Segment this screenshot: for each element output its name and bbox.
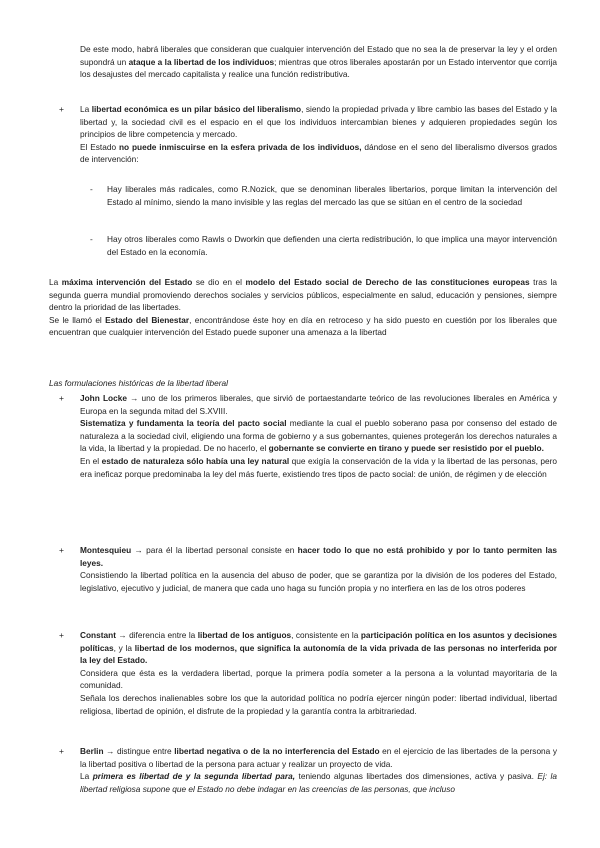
welfare-state-paragraph [49,276,557,339]
intro-paragraph [80,43,557,81]
economic-freedom-paragraph [80,103,557,166]
montesquieu-item [80,544,557,594]
constant-item [80,629,557,717]
constant-rights: Señala los derechos inalienables sobre los que la autoridad política no podría ejercer ningún poder: libertad individual, libertad religiosa, libertad de opinión, el disfrute de la propiedad y la garantía contra la arbitrariedad. [80,692,557,716]
libertarian-text: Hay liberales más radicales, como R.Nozick, que se denominan liberales libertarios, porque limitan la intervención del Estado al mínimo, siendo la mano invisible y las reglas del mercado las que se sitúan en el centro de la sociedad [107,184,557,207]
dash-marker: - [90,234,93,244]
berlin-item [80,745,557,795]
max-intervention-text: La máxima intervención del Estado se dio en el modelo del Estado social de Derecho de las constituciones europeas tras la segunda guerra mundial promoviendo derechos sociales y servicios públicos, especialmente en salud, educación y pensiones, siempre dentro la prioridad de las libertades. [49,277,557,313]
bullet-marker: + [59,545,64,555]
dash-marker: - [90,184,93,194]
redistribution-text: Hay otros liberales como Rawls o Dworkin que defienden una cierta redistribución, lo que implica una mayor intervención del Estado en la economía. [107,234,557,257]
section-title: Las formulaciones históricas de la libertad liberal [49,378,228,388]
constant-true-freedom: Considera que ésta es la verdadera libertad, porque la primera podía someter a la persona a la voluntad mayoritaria de la comunidad. [80,667,557,691]
redistribution-item [107,233,557,258]
locke-item [80,392,557,480]
bullet-marker: + [59,393,64,403]
montesquieu-power: Consistiendo la libertad política en la ausencia del abuso de poder, que se garantiza por la división de los poderes del Estado, legislativo, ejecutivo y judicial, de manera que cada uno haga su función propia y no interfiera en las de los otros poderes [80,570,557,593]
economic-freedom-text: La libertad económica es un pilar básico del liberalismo, siendo la propiedad privada y libre cambio las bases del Estado y la libertad y, la sociedad civil es el espacio en el que los individuos intercambian bienes y adquieren propiedades según los principios de libre competencia y mercado. [80,104,558,140]
welfare-state-text: Se le llamó el Estado del Bienestar, encontrándose éste hoy en día en retroceso y ha sido puesto en cuestión por los liberales que encuentran que cualquier intervención del Estado puede suponer una amenaza a la libertad [49,314,557,338]
locke-pact: Sistematiza y fundamenta la teoría del pacto social mediante la cual el pueblo soberano pasa por consenso del estado de naturaleza a la sociedad civil, eligiendo una forma de gobierno y a sus gobernantes, quienes protegerán los derechos naturales a la vida, la libertad y la propiedad. De no hacerlo, el gobernante se convierte en tirano y puede ser resistido por el pueblo. [80,418,558,454]
locke-intro: John Locke → uno de los primeros liberales, que sirvió de portaestandarte teórico de las revoluciones liberales en América y Europa en la segunda mitad del S.XVIII. [80,393,557,416]
state-intervention-text: El Estado no puede inmiscuirse en la esfera privada de los individuos, dándose en el seno del liberalismo diversos grados de intervención: [80,141,557,165]
berlin-dimensions: La primera es libertad de y la segunda libertad para, teniendo algunas libertades dos dimensiones, activa y pasiva. Ej: la libertad religiosa supone que el Estado no debe indagar en las creencias de las personas, que incluso [80,771,557,794]
bullet-marker: + [59,104,64,114]
bullet-marker: + [59,630,64,640]
constant-intro: Constant → diferencia entre la libertad de los antiguos, consistente en la participación política en los asuntos y decisiones políticas, y la libertad de los modernos, que significa la autonomía de la vida privada de las personas no interferida por la ley del Estado. [80,630,558,666]
montesquieu-intro: Montesquieu → para él la libertad personal consiste en hacer todo lo que no está prohibido y por lo tanto permiten las leyes. [80,545,557,568]
intro-text: De este modo, habrá liberales que consideran que cualquier intervención del Estado que no sea la de preservar la ley y el orden supondrá un ataque a la libertad de los individuos; mientras que otros liberales apostarán por un Estado interventor que corrija los desajustes del mercado capitalista y realice una función redistributiva. [80,44,558,80]
locke-nature: En el estado de naturaleza sólo había una ley natural que exigía la conservación de la vida y la libertad de las personas, pero era ineficaz porque predominaba la ley del más fuerte, existiendo tres tipos de pacto social: de unión, de régimen y de elección [80,455,558,479]
libertarian-item [107,183,557,208]
bullet-marker: + [59,746,64,756]
berlin-intro: Berlin → distingue entre libertad negativa o de la no interferencia del Estado en el ejercicio de las libertades de la persona y la libertad positiva o libertad de la persona para actuar y realizar un proyecto de vida. [80,746,557,769]
